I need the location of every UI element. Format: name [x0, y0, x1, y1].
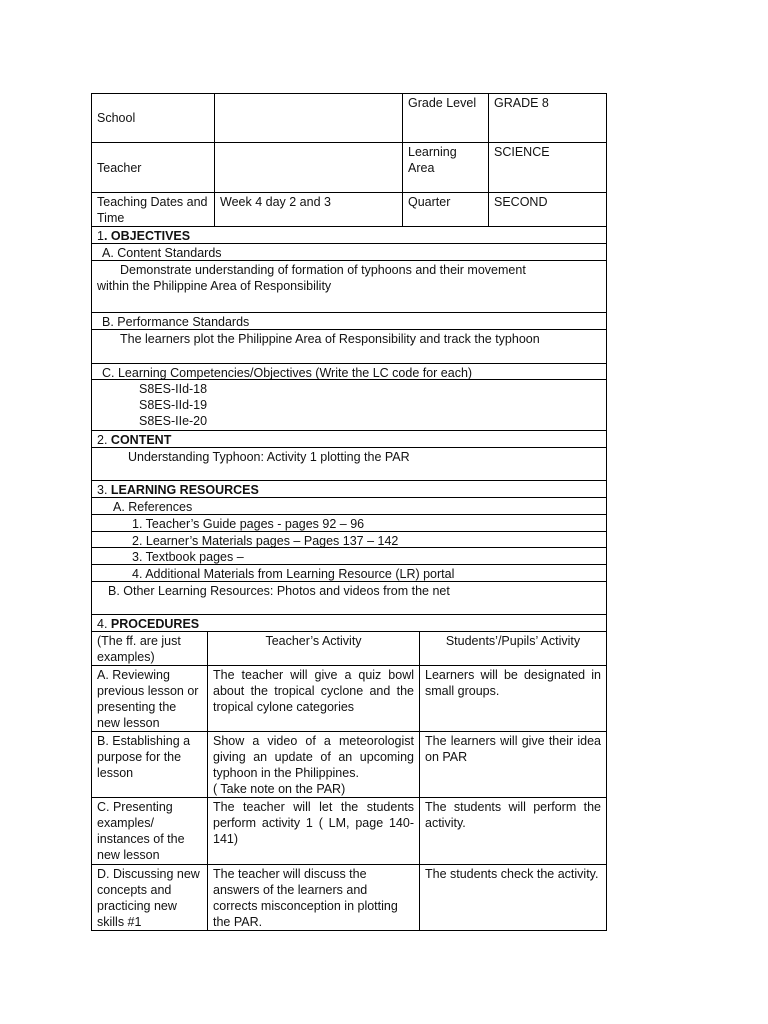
procedure-step-cell [91, 864, 208, 931]
quarter-value-cell [488, 192, 607, 227]
procedure-step-cell [91, 797, 208, 865]
procedures-col2-header-cell [207, 631, 420, 666]
procedure-step-cell [91, 731, 208, 798]
student-activity: Learners will be designated in small groups. [425, 668, 601, 698]
reference-item-row [91, 531, 607, 548]
reference-item: 4. Additional Materials from Learning Resource (LR) portal [132, 567, 455, 581]
content-number: 2. [97, 433, 108, 447]
procedure-step: C. Presenting examples/ instances of the new lesson [97, 800, 185, 862]
procedure-step-cell [91, 665, 208, 732]
competency-codes-cell [91, 379, 607, 431]
teacher-value-cell [214, 142, 403, 193]
procedures-title: PROCEDURES [110, 617, 200, 631]
procedures-col1-header: (The ff. are just examples) [97, 634, 181, 664]
learning-area-value-cell [488, 142, 607, 193]
teacher-activity-cell [207, 797, 420, 865]
procedures-heading-row [91, 614, 607, 632]
procedures-col1-header-cell [91, 631, 208, 666]
competencies-label: C. Learning Competencies/Objectives (Write the LC code for each) [102, 366, 473, 380]
content-title: CONTENT [110, 433, 172, 447]
reference-item: 1. Teacher’s Guide pages - pages 92 – 96 [132, 517, 365, 531]
content-text-cell [91, 447, 607, 481]
teaching-dates-value: Week 4 day 2 and 3 [220, 195, 331, 209]
competency-code: S8ES-IId-19 [139, 398, 208, 412]
procedures-col3-header-cell [419, 631, 607, 666]
teaching-dates-value-cell [214, 192, 403, 227]
student-activity-cell [419, 731, 607, 798]
learning-area-label: Learning Area [408, 145, 457, 175]
performance-standards-text: The learners plot the Philippine Area of Responsibility and track the typhoon [120, 332, 540, 346]
student-activity-cell [419, 797, 607, 865]
quarter-value: SECOND [494, 195, 548, 209]
school-value-cell [214, 93, 403, 143]
learning-area-value: SCIENCE [494, 145, 550, 159]
student-activity: The learners will give their idea on PAR [425, 734, 601, 764]
reference-item: 3. Textbook pages – [132, 550, 244, 564]
references-label: A. References [113, 500, 193, 514]
resources-number: 3. [97, 483, 108, 497]
other-resources-text: B. Other Learning Resources: Photos and videos from the net [108, 584, 450, 598]
quarter-label-cell [402, 192, 489, 227]
teaching-dates-label: Teaching Dates and Time [97, 195, 208, 225]
content-standards-label: A. Content Standards [102, 246, 222, 260]
teacher-label-cell [91, 142, 215, 193]
teacher-activity-note: ( Take note on the PAR) [213, 782, 346, 796]
teacher-activity: The teacher will give a quiz bowl about the tropical cyclone and the tropical cylone categories [213, 668, 414, 714]
content-heading-row [91, 430, 607, 448]
resources-title: LEARNING RESOURCES [110, 483, 259, 497]
student-activity-cell [419, 665, 607, 732]
teaching-dates-label-cell [91, 192, 215, 227]
performance-standards-text-cell [91, 329, 607, 364]
content-standards-line-2: within the Philippine Area of Responsibility [97, 279, 332, 293]
reference-item-row [91, 514, 607, 532]
performance-standards-label-row [91, 312, 607, 330]
procedure-step: B. Establishing a purpose for the lesson [97, 734, 191, 780]
reference-item: 2. Learner’s Materials pages – Pages 137 – 142 [132, 534, 399, 548]
content-standards-text-cell [91, 260, 607, 313]
teacher-activity-cell [207, 864, 420, 931]
school-label: School [97, 111, 136, 125]
teacher-activity-cell [207, 665, 420, 732]
teacher-activity-cell [207, 731, 420, 798]
references-label-row [91, 497, 607, 515]
content-standards-label-row [91, 243, 607, 261]
school-label-cell [91, 93, 215, 143]
student-activity: The students will perform the activity. [425, 800, 601, 830]
grade-level-value-cell [488, 93, 607, 143]
objectives-title: . OBJECTIVES [103, 229, 191, 243]
grade-level-value: GRADE 8 [494, 96, 549, 110]
competencies-label-row [91, 363, 607, 380]
student-activity-cell [419, 864, 607, 931]
teacher-activity: Show a video of a meteorologist giving an update of an upcoming typhoon in the Philippines. [213, 734, 414, 780]
competency-code: S8ES-IId-18 [139, 382, 208, 396]
content-standards-line-1: Demonstrate understanding of formation of typhoons and their movement [120, 263, 526, 277]
performance-standards-label: B. Performance Standards [102, 315, 250, 329]
student-activity: The students check the activity. [425, 867, 599, 881]
resources-heading-row [91, 480, 607, 498]
procedures-number: 4. [97, 617, 108, 631]
reference-item-row [91, 564, 607, 582]
procedures-col2-header: Teacher’s Activity [265, 634, 362, 648]
grade-level-label: Grade Level [408, 96, 477, 110]
grade-level-label-cell [402, 93, 489, 143]
content-text: Understanding Typhoon: Activity 1 plotting the PAR [128, 450, 410, 464]
reference-item-row [91, 547, 607, 565]
quarter-label: Quarter [408, 195, 451, 209]
teacher-activity: The teacher will discuss the answers of the learners and corrects misconception in plotting the PAR. [213, 867, 398, 929]
procedures-col3-header: Students’/Pupils’ Activity [445, 634, 581, 648]
other-resources-cell [91, 581, 607, 615]
procedure-step: D. Discussing new concepts and practicing new skills #1 [97, 867, 200, 929]
objectives-heading-row [91, 226, 607, 244]
competency-code: S8ES-IIe-20 [139, 414, 208, 428]
teacher-label: Teacher [97, 161, 142, 175]
objectives-number: 1 [97, 229, 104, 243]
learning-area-label-cell [402, 142, 489, 193]
teacher-activity: The teacher will let the students perform activity 1 ( LM, page 140- 141) [213, 800, 414, 846]
procedure-step: A. Reviewing previous lesson or presenting the new lesson [97, 668, 199, 730]
